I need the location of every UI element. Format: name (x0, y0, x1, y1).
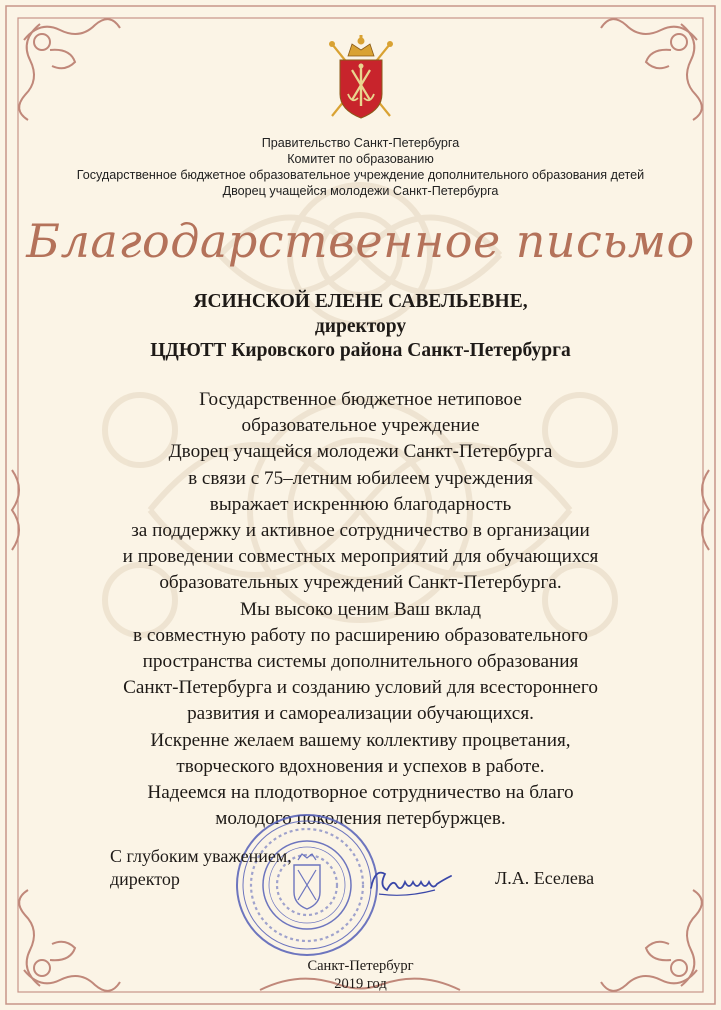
body-line: в связи с 75–летним юбилеем учреждения (188, 467, 533, 489)
document-title: Благодарственное письмо (26, 214, 695, 268)
header-institution: Государственное бюджетное образовательное учреждение дополнительного образования детей (76, 168, 645, 182)
place-and-date (0, 957, 721, 993)
addressee-name: ЯСИНСКОЙ ЕЛЕНЕ САВЕЛЬЕВНЕ, (193, 291, 528, 312)
body-line: молодого поколения петербуржцев. (215, 808, 506, 830)
closing-block (110, 845, 292, 891)
body-line: образовательных учреждений Санкт-Петербурга. (159, 572, 562, 594)
footer-city: Санкт-Петербург (307, 958, 414, 974)
closing-regards: С глубоким уважением, (110, 846, 292, 866)
corner-flourish-top-left (19, 19, 120, 120)
addressee-position: директору (314, 315, 407, 337)
body-line: Искренне желаем вашему коллективу процветания, (150, 729, 571, 751)
body-line: пространства системы дополнительного образования (142, 651, 579, 673)
addressee-block (0, 290, 721, 364)
body-line: Санкт-Петербурга и созданию условий для всестороннего (123, 677, 598, 699)
handwritten-signature-icon (365, 860, 455, 902)
body-line: в совместную работу по расширению образовательного (133, 624, 588, 646)
body-line: Мы высоко ценим Ваш вклад (240, 598, 481, 620)
issuer-header (0, 135, 721, 199)
body-line: и проведении совместных мероприятий для обучающихся (122, 546, 599, 568)
body-line: Надеемся на плодотворное сотрудничество на благо (147, 782, 574, 804)
addressee-organization: ЦДЮТТ Кировского района Санкт-Петербурга (150, 340, 571, 361)
director-name: Л.А. Еселева (495, 868, 595, 888)
body-line: развития и самореализации обучающихся. (187, 703, 534, 725)
letter-body (0, 387, 721, 832)
header-committee: Комитет по образованию (287, 152, 434, 166)
closing-role: директор (110, 869, 180, 889)
body-line: образовательное учреждение (241, 415, 480, 437)
saint-petersburg-coat-of-arms-icon (318, 34, 404, 124)
body-line: Государственное бюджетное нетиповое (199, 389, 522, 410)
body-line: творческого вдохновения и успехов в работе. (176, 755, 545, 777)
footer-year: 2019 год (334, 976, 387, 992)
body-line: Дворец учащейся молодежи Санкт-Петербурга (168, 441, 553, 463)
body-line: за поддержку и активное сотрудничество в организации (131, 520, 590, 542)
header-palace: Дворец учащейся молодежи Санкт-Петербурга (222, 184, 499, 198)
body-line: выражает искреннюю благодарность (209, 493, 512, 515)
header-government: Правительство Санкт-Петербурга (261, 136, 460, 150)
